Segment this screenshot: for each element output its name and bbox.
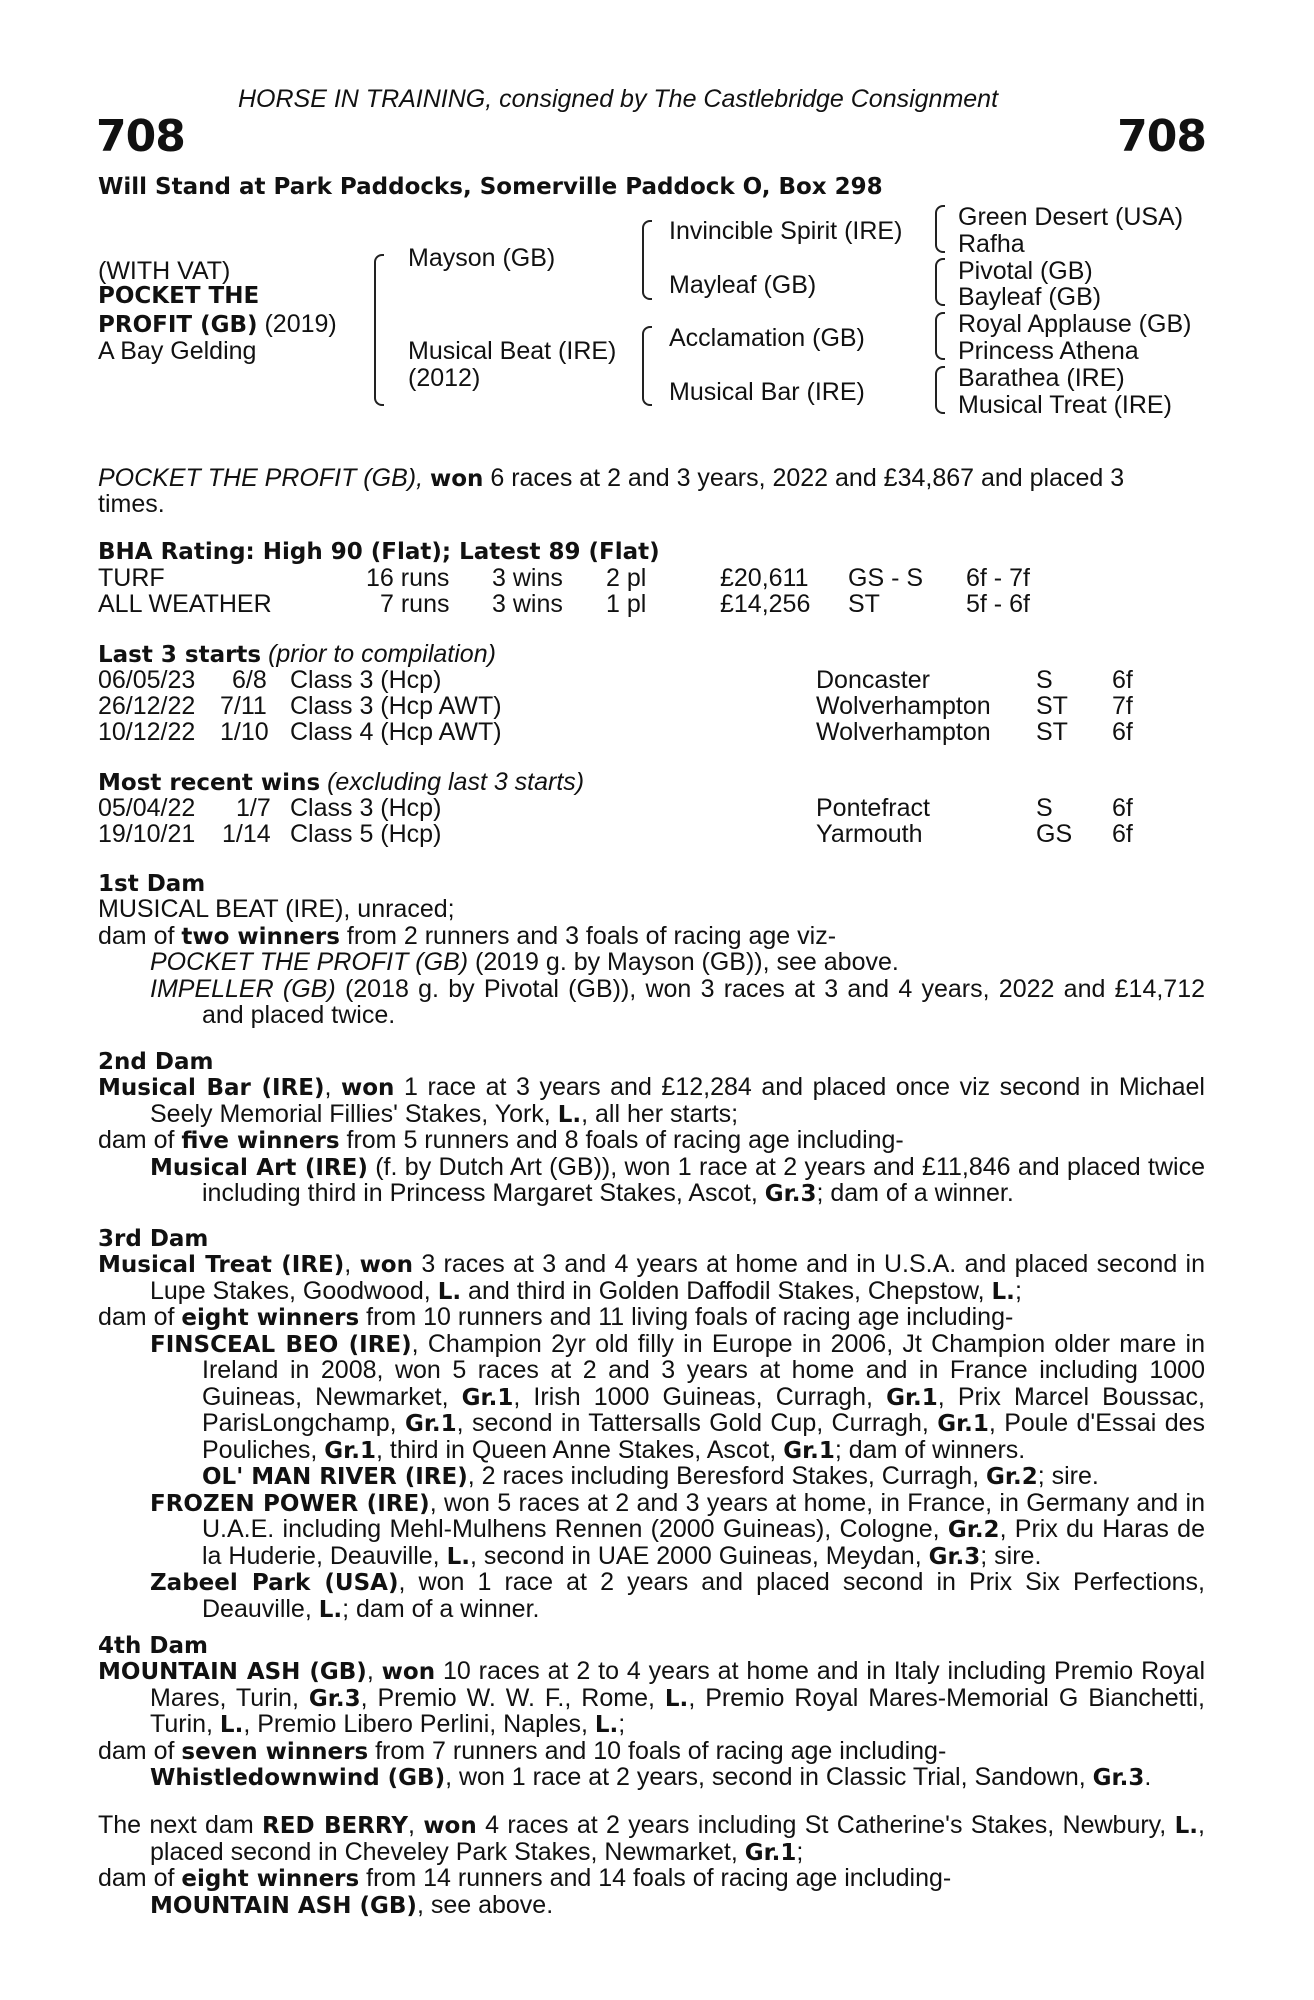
rating-distance: 6f - 7f (966, 564, 1030, 592)
start-course: Wolverhampton (816, 692, 991, 720)
rating-going: ST (848, 590, 880, 618)
pedigree-dam: Musical Beat (IRE) (408, 337, 617, 365)
win-course: Yarmouth (816, 820, 923, 848)
pedigree-brace-sd (935, 258, 943, 306)
dam-record: Musical Treat (IRE), won 3 races at 3 and 4 years at home and in U.S.A. and placed second in Lupe Stakes, Goodwood, L. and third in Golden Daffodil Stakes, Chepstow, L.; (98, 1250, 1206, 1305)
pedigree-brace-sire (642, 220, 650, 300)
recent-heading (98, 769, 584, 796)
pedigree-dam-sire: Acclamation (GB) (669, 324, 865, 352)
last3-title: Last 3 starts (98, 642, 262, 668)
start-distance: 6f (1112, 718, 1133, 746)
start-distance: 6f (1112, 666, 1133, 694)
produce-item: Whistledownwind (GB), won 1 race at 2 years, second in Classic Trial, Sandown, Gr.3. (150, 1763, 1152, 1792)
stand-location: Will Stand at Park Paddocks, Somerville Paddock O, Box 298 (98, 174, 883, 200)
start-going: ST (1036, 718, 1068, 746)
dam-line: MUSICAL BEAT (IRE), unraced; (98, 895, 455, 924)
pedigree-dam-year: (2012) (408, 364, 481, 392)
dam-record: Musical Bar (IRE), won 1 race at 3 years and £12,284 and placed once viz second in Michael Seely Memorial Fillies' Stakes, York, L., all her starts; (98, 1073, 1205, 1128)
horse-name-part2: PROFIT (GB) (98, 312, 258, 338)
section-title: 3rd Dam (98, 1226, 209, 1252)
pedigree-ssd: Rafha (958, 230, 1025, 258)
rating-surface: TURF (98, 564, 165, 592)
last3-heading (98, 641, 496, 668)
pedigree-dds: Barathea (IRE) (958, 364, 1125, 392)
page-header-title: HORSE IN TRAINING, consigned by The Castlebridge Consignment (238, 85, 999, 113)
start-position: 1/10 (220, 718, 269, 746)
first-dam-section (98, 872, 1205, 1029)
pedigree-dss: Royal Applause (GB) (958, 310, 1192, 338)
produce-item: Musical Art (IRE) (f. by Dutch Art (GB)), won 1 race at 2 years and £11,846 and placed twice including third in Princess Margaret Stakes, Ascot, Gr.3; dam of a winner. (150, 1152, 1205, 1208)
next-dam-section (98, 1812, 1205, 1918)
summary-text: 6 races at 2 and 3 years, 2022 and £34,867 and placed 3 (483, 464, 1125, 492)
produce-item: MOUNTAIN ASH (GB), see above. (150, 1890, 554, 1919)
horse-name-line1: POCKET THE (98, 283, 260, 309)
win-position: 1/7 (236, 794, 271, 822)
fourth-dam-section (98, 1634, 1205, 1791)
start-position: 6/8 (232, 666, 267, 694)
pedigree-ddd: Musical Treat (IRE) (958, 391, 1172, 419)
dam-produce-line: dam of eight winners from 14 runners and 14 foals of racing age including- (98, 1864, 952, 1892)
rating-runs: 7 runs (380, 590, 450, 618)
recent-title: Most recent wins (98, 770, 321, 796)
win-class: Class 3 (Hcp) (290, 794, 442, 822)
pedigree-brace-dd (935, 366, 943, 414)
win-going: S (1036, 794, 1053, 822)
race-summary (98, 465, 1205, 492)
race-summary-line2: times. (98, 490, 165, 518)
summary-horse-name: POCKET THE PROFIT (GB), (98, 464, 424, 492)
lot-number-left: 708 (96, 111, 185, 162)
horse-description: A Bay Gelding (98, 337, 257, 365)
horse-foaling-year: (2019) (257, 310, 337, 338)
rating-placed: 1 pl (606, 590, 647, 618)
start-going: ST (1036, 692, 1068, 720)
section-title: 4th Dam (98, 1633, 208, 1659)
lot-number-right: 708 (1117, 111, 1206, 162)
rating-going: GS - S (848, 564, 924, 592)
pedigree-sire: Mayson (GB) (408, 244, 556, 272)
horse-name-line2 (98, 311, 337, 338)
start-going: S (1036, 666, 1053, 694)
win-going: GS (1036, 820, 1073, 848)
start-class: Class 4 (Hcp AWT) (290, 718, 502, 746)
win-course: Pontefract (816, 794, 930, 822)
rating-money: £14,256 (720, 590, 811, 618)
produce-item: POCKET THE PROFIT (GB) (2019 g. by Mayson (GB)), see above. (150, 948, 899, 977)
dam-produce-line: dam of eight winners from 10 runners and 11 living foals of racing age including- (98, 1303, 1014, 1332)
section-title: 1st Dam (98, 871, 206, 897)
vat-note: (WITH VAT) (98, 257, 231, 285)
rating-surface: ALL WEATHER (98, 590, 272, 618)
pedigree-brace-main (374, 254, 382, 406)
recent-note: (excluding last 3 starts) (320, 768, 585, 796)
bha-rating-title: BHA Rating: High 90 (Flat); Latest 89 (Flat) (98, 539, 660, 565)
produce-sub-item: OL' MAN RIVER (IRE), 2 races including Beresford Stakes, Curragh, Gr.2; sire. (202, 1462, 1099, 1491)
summary-won: won (429, 466, 484, 492)
win-position: 1/14 (222, 820, 271, 848)
start-class: Class 3 (Hcp AWT) (290, 692, 502, 720)
win-date: 19/10/21 (98, 820, 196, 848)
pedigree-sire-dam: Mayleaf (GB) (669, 271, 817, 299)
rating-distance: 5f - 6f (966, 590, 1030, 618)
last3-note: (prior to compilation) (261, 640, 496, 668)
dam-produce-line: dam of seven winners from 7 runners and 10 foals of racing age including- (98, 1736, 947, 1765)
dam-produce-line: dam of two winners from 2 runners and 3 foals of racing age viz- (98, 921, 837, 950)
pedigree-brace-ds (935, 312, 943, 360)
produce-item: IMPELLER (GB) (2018 g. by Pivotal (GB)), won 3 races at 3 and 4 years, 2022 and £14,712 and placed twice. (150, 974, 1206, 1030)
rating-wins: 3 wins (492, 564, 563, 592)
pedigree-brace-dam (642, 326, 650, 406)
win-distance: 6f (1112, 820, 1133, 848)
dam-record: The next dam RED BERRY, won 4 races at 2 years including St Catherine's Stakes, Newbury, L., placed second in Cheveley Park Stakes, Newmarket, Gr.1; (98, 1811, 1205, 1866)
start-distance: 7f (1112, 692, 1133, 720)
pedigree-sdd: Bayleaf (GB) (958, 283, 1102, 311)
win-distance: 6f (1112, 794, 1133, 822)
produce-item: Zabeel Park (USA), won 1 race at 2 years and placed second in Prix Six Perfections, Deauville, L.; dam of a winner. (150, 1568, 1205, 1623)
section-title: 2nd Dam (98, 1049, 214, 1075)
start-class: Class 3 (Hcp) (290, 666, 442, 694)
start-course: Doncaster (816, 666, 930, 694)
rating-placed: 2 pl (606, 564, 647, 592)
dam-record: MOUNTAIN ASH (GB), won 10 races at 2 to 4 years at home and in Italy including Premio Royal Mares, Turin, Gr.3, Premio W. W. F., Rome, L., Premio Royal Mares-Memorial G Bianchetti, Turin, L., Premio Libero Perlini, Naples, L.; (98, 1657, 1205, 1739)
pedigree-sds: Pivotal (GB) (958, 257, 1093, 285)
pedigree-dam-dam: Musical Bar (IRE) (669, 378, 865, 406)
start-date: 10/12/22 (98, 718, 196, 746)
start-date: 26/12/22 (98, 692, 196, 720)
rating-wins: 3 wins (492, 590, 563, 618)
rating-money: £20,611 (720, 564, 809, 592)
produce-item: FINSCEAL BEO (IRE), Champion 2yr old filly in Europe in 2006, Jt Champion older mare in Ireland in 2008, won 5 races at 2 and 3 years at home and in France including 1000 Guineas, Newmarket, Gr.1, Irish 1000 Guineas, Curragh, Gr.1, Prix Marcel Boussac, ParisLongchamp, Gr.1, second in Tattersalls Gold Cup, Curragh, Gr.1, Poule d'Essai des Pouliches, Gr.1, third in Queen Anne Stakes, Ascot, Gr.1; dam of winners. (150, 1329, 1206, 1464)
pedigree-sire-sire: Invincible Spirit (IRE) (669, 217, 903, 245)
win-class: Class 5 (Hcp) (290, 820, 442, 848)
rating-runs: 16 runs (366, 564, 450, 592)
pedigree-dsd: Princess Athena (958, 337, 1139, 365)
start-course: Wolverhampton (816, 718, 991, 746)
pedigree-sss: Green Desert (USA) (958, 203, 1184, 231)
dam-produce-line: dam of five winners from 5 runners and 8 foals of racing age including- (98, 1126, 904, 1155)
start-position: 7/11 (220, 692, 267, 720)
third-dam-section (98, 1227, 1205, 1622)
start-date: 06/05/23 (98, 666, 196, 694)
pedigree-brace-ss (935, 205, 943, 253)
win-date: 05/04/22 (98, 794, 196, 822)
second-dam-section (98, 1050, 1205, 1207)
produce-item: FROZEN POWER (IRE), won 5 races at 2 and 3 years at home, in France, in Germany and in U.A.E. including Mehl-Mulhens Rennen (2000 Guineas), Cologne, Gr.2, Prix du Haras de la Huderie, Deauville, L., second in UAE 2000 Guineas, Meydan, Gr.3; sire. (150, 1488, 1205, 1570)
